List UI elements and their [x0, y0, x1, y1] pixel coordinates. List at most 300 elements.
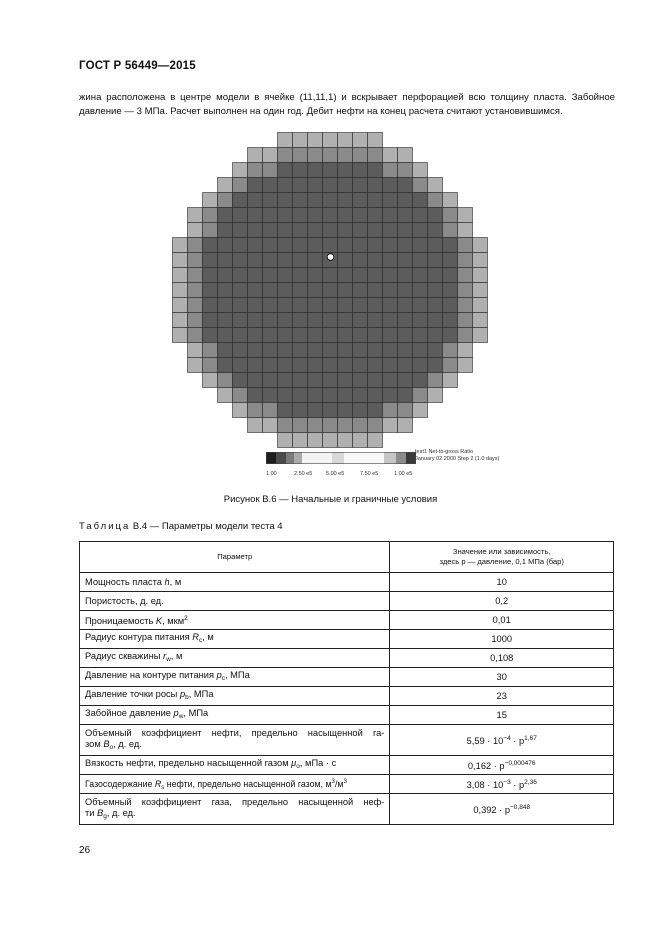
grid-cell	[278, 433, 293, 448]
grid-cell	[308, 163, 323, 178]
legend-tick-0: 1.00	[266, 471, 277, 477]
grid-cell	[308, 373, 323, 388]
grid-cell	[443, 238, 458, 253]
grid-cell	[203, 343, 218, 358]
grid-cell	[248, 418, 263, 433]
table-header-row	[80, 542, 614, 573]
grid-cell	[338, 298, 353, 313]
grid-cell	[338, 178, 353, 193]
grid-cell	[473, 328, 488, 343]
grid-cell	[308, 193, 323, 208]
param-value: 10	[390, 573, 614, 592]
parameters-table	[79, 541, 614, 825]
param-value: 30	[390, 668, 614, 687]
grid-cell	[293, 298, 308, 313]
table-row	[80, 611, 614, 630]
grid-cell	[248, 313, 263, 328]
grid-cell	[188, 298, 203, 313]
table-caption	[79, 521, 283, 532]
grid-cell	[413, 283, 428, 298]
grid-cell	[368, 178, 383, 193]
grid-cell	[263, 418, 278, 433]
grid-cell	[458, 223, 473, 238]
grid-cell	[248, 268, 263, 283]
grid-cell	[353, 313, 368, 328]
grid-cell	[383, 178, 398, 193]
grid-cell	[293, 193, 308, 208]
grid-cell	[263, 148, 278, 163]
grid-cell	[413, 373, 428, 388]
grid-cell	[248, 403, 263, 418]
grid-cell	[383, 358, 398, 373]
grid-cell	[173, 328, 188, 343]
grid-cell	[263, 253, 278, 268]
grid-cell	[368, 313, 383, 328]
grid-cell	[383, 403, 398, 418]
grid-cell	[323, 313, 338, 328]
grid-cell	[233, 283, 248, 298]
grid-cell	[338, 268, 353, 283]
grid-cell	[428, 358, 443, 373]
param-name: Давление на контуре питания $p_c$, МПа	[80, 668, 390, 687]
grid-cell	[383, 313, 398, 328]
grid-cell	[188, 253, 203, 268]
grid-cell	[233, 403, 248, 418]
grid-cell	[353, 328, 368, 343]
grid-cell	[308, 238, 323, 253]
grid-cell	[428, 208, 443, 223]
grid-cell	[263, 283, 278, 298]
header-value-line-1: Значение или зависимость,	[452, 547, 551, 556]
grid-cell	[383, 223, 398, 238]
param-name: Радиус контура питания $R_c$, м	[80, 630, 390, 649]
grid-cell	[248, 238, 263, 253]
grid-cell	[413, 268, 428, 283]
grid-cell	[218, 328, 233, 343]
grid-cell	[428, 313, 443, 328]
grid-cell	[263, 373, 278, 388]
paragraph-line-1: жина расположена в центре модели в ячейке (11,11,1) и вскрывает перфорацией всю толщину пласта. Забойное	[79, 92, 615, 103]
table-row	[80, 725, 614, 756]
param-value: 0,108	[390, 649, 614, 668]
table-caption-label: Таблица	[79, 521, 131, 532]
legend-segment	[396, 452, 406, 464]
grid-cell	[473, 268, 488, 283]
grid-cell	[278, 388, 293, 403]
grid-cell	[353, 283, 368, 298]
grid-cell	[203, 358, 218, 373]
grid-cell	[233, 193, 248, 208]
grid-cell	[278, 148, 293, 163]
grid-cell	[338, 238, 353, 253]
grid-cell	[323, 388, 338, 403]
grid-cell	[383, 418, 398, 433]
grid-cell	[368, 418, 383, 433]
grid-cell	[308, 223, 323, 238]
legend-segment	[302, 452, 332, 464]
grid-cell	[398, 223, 413, 238]
grid-cell	[188, 283, 203, 298]
grid-cell	[428, 193, 443, 208]
table-row	[80, 775, 614, 794]
grid-cell	[293, 208, 308, 223]
grid-cell	[218, 268, 233, 283]
grid-cell	[353, 178, 368, 193]
grid-cell	[338, 313, 353, 328]
grid-cell	[293, 283, 308, 298]
grid-cell	[368, 193, 383, 208]
grid-cell	[173, 253, 188, 268]
header-value	[390, 542, 614, 573]
grid-cell	[353, 418, 368, 433]
grid-cell	[428, 253, 443, 268]
grid-cell	[338, 253, 353, 268]
grid-cell	[398, 358, 413, 373]
grid-cell	[278, 253, 293, 268]
grid-cell	[323, 223, 338, 238]
grid-cell	[398, 328, 413, 343]
grid-cell	[398, 373, 413, 388]
grid-cell	[218, 373, 233, 388]
grid-cell	[278, 268, 293, 283]
legend-segment	[344, 452, 384, 464]
grid-cell	[263, 163, 278, 178]
param-value: $0,162 \cdot p^{-0,000476}$	[390, 756, 614, 775]
param-name: Проницаемость K, мкм$^2$	[80, 611, 390, 630]
grid-cell	[188, 208, 203, 223]
grid-cell	[293, 343, 308, 358]
grid-cell	[413, 298, 428, 313]
grid-cell	[233, 388, 248, 403]
grid-cell	[368, 328, 383, 343]
grid-cell	[383, 298, 398, 313]
grid-cell	[443, 313, 458, 328]
grid-cell	[323, 343, 338, 358]
grid-cell	[173, 283, 188, 298]
grid-cell	[473, 253, 488, 268]
table-caption-text: В.4 — Параметры модели теста 4	[130, 521, 283, 532]
grid-cell	[368, 388, 383, 403]
grid-cell	[203, 208, 218, 223]
grid-cell	[368, 268, 383, 283]
grid-cell	[218, 283, 233, 298]
grid-cell	[308, 328, 323, 343]
grid-cell	[263, 193, 278, 208]
grid-cell	[293, 373, 308, 388]
figure-caption: Рисунок В.6 — Начальные и граничные условия	[223, 494, 438, 505]
grid-cell	[338, 283, 353, 298]
grid-cell	[443, 223, 458, 238]
grid-cell	[353, 223, 368, 238]
grid-cell	[218, 223, 233, 238]
grid-cell	[218, 238, 233, 253]
grid-cell	[473, 298, 488, 313]
grid-cell	[308, 403, 323, 418]
header-param: Параметр	[80, 542, 390, 573]
grid-cell	[278, 163, 293, 178]
grid-cell	[248, 223, 263, 238]
grid-cell	[308, 283, 323, 298]
grid-cell	[263, 328, 278, 343]
grid-cell	[338, 148, 353, 163]
grid-cell	[383, 328, 398, 343]
grid-cell	[308, 148, 323, 163]
grid-cell	[398, 388, 413, 403]
param-value: 23	[390, 687, 614, 706]
grid-cell	[323, 403, 338, 418]
grid-cell	[323, 163, 338, 178]
grid-cell	[293, 418, 308, 433]
legend-title-1: test1 Net-to-gross Ratio	[415, 449, 474, 455]
grid-cell	[353, 208, 368, 223]
legend-segment	[384, 452, 396, 464]
grid-cell	[473, 313, 488, 328]
grid-cell	[188, 313, 203, 328]
legend-tick-4: 1.00 e5	[394, 471, 413, 477]
grid-cell	[323, 298, 338, 313]
grid-cell	[368, 208, 383, 223]
grid-cell	[443, 253, 458, 268]
grid-cell	[368, 283, 383, 298]
grid-cell	[338, 388, 353, 403]
grid-cell	[353, 343, 368, 358]
grid-cell	[368, 148, 383, 163]
grid-cell	[368, 403, 383, 418]
grid-cell	[323, 358, 338, 373]
param-name: Радиус скважины $r_w$, м	[80, 649, 390, 668]
grid-cell	[218, 193, 233, 208]
grid-cell	[353, 373, 368, 388]
grid-cell	[233, 343, 248, 358]
grid-cell	[218, 388, 233, 403]
grid-cell	[233, 313, 248, 328]
grid-cell	[398, 313, 413, 328]
grid-cell	[368, 133, 383, 148]
param-name: Вязкость нефти, предельно насыщенной газом $\mu_o$, мПа · с	[80, 756, 390, 775]
grid-cell	[338, 358, 353, 373]
grid-cell	[353, 163, 368, 178]
grid-cell	[353, 433, 368, 448]
grid-cell	[203, 328, 218, 343]
grid-cell	[218, 343, 233, 358]
grid-cell	[233, 373, 248, 388]
grid-cell	[458, 298, 473, 313]
grid-cell	[278, 373, 293, 388]
grid-cell	[338, 373, 353, 388]
grid-cell	[383, 373, 398, 388]
grid-cell	[368, 298, 383, 313]
grid-cell	[278, 238, 293, 253]
grid-cell	[458, 343, 473, 358]
grid-cell	[353, 148, 368, 163]
grid-cell	[338, 163, 353, 178]
grid-cell	[413, 328, 428, 343]
grid-cell	[293, 388, 308, 403]
table-row	[80, 630, 614, 649]
grid-cell	[413, 388, 428, 403]
grid-cell	[458, 358, 473, 373]
grid-cell	[233, 298, 248, 313]
grid-cell	[383, 283, 398, 298]
grid-cell	[293, 223, 308, 238]
grid-cell	[293, 328, 308, 343]
grid-cell	[398, 163, 413, 178]
grid-cell	[308, 178, 323, 193]
grid-cell	[458, 283, 473, 298]
grid-cell	[188, 358, 203, 373]
table-row	[80, 756, 614, 775]
grid-cell	[458, 268, 473, 283]
grid-cell	[368, 163, 383, 178]
grid-cell	[323, 133, 338, 148]
grid-cell	[233, 328, 248, 343]
grid-cell	[203, 238, 218, 253]
grid-cell	[413, 358, 428, 373]
grid-cell	[188, 238, 203, 253]
grid-cell	[443, 193, 458, 208]
legend-segment	[266, 452, 276, 464]
param-value: 1000	[390, 630, 614, 649]
grid-cell	[413, 178, 428, 193]
grid-cell	[308, 253, 323, 268]
grid-cell	[188, 328, 203, 343]
grid-cell	[218, 358, 233, 373]
grid-cell	[398, 208, 413, 223]
grid-cell	[278, 208, 293, 223]
grid-cell	[203, 283, 218, 298]
grid-cell	[398, 193, 413, 208]
grid-cell	[473, 238, 488, 253]
grid-cell	[248, 193, 263, 208]
grid-cell	[428, 223, 443, 238]
grid-cell	[278, 298, 293, 313]
grid-cell	[338, 418, 353, 433]
grid-cell	[383, 238, 398, 253]
grid-cell	[278, 328, 293, 343]
grid-cell	[413, 253, 428, 268]
param-name: Объемный коэффициент газа, предельно насыщенной неф- ти $B_g$, д. ед.	[80, 794, 390, 825]
grid-cell	[323, 208, 338, 223]
param-value: 0,2	[390, 592, 614, 611]
grid-cell	[248, 298, 263, 313]
grid-cell	[203, 268, 218, 283]
grid-cell	[323, 193, 338, 208]
grid-cell	[398, 418, 413, 433]
grid-cell	[353, 403, 368, 418]
grid-cell	[263, 223, 278, 238]
grid-cell	[443, 283, 458, 298]
grid-cell	[338, 328, 353, 343]
grid-cell	[428, 388, 443, 403]
grid-cell	[278, 358, 293, 373]
grid-cell	[428, 298, 443, 313]
grid-cell	[203, 373, 218, 388]
grid-cell	[353, 253, 368, 268]
grid-cell	[218, 208, 233, 223]
grid-cell	[368, 433, 383, 448]
grid-cell	[428, 343, 443, 358]
grid-cell	[383, 343, 398, 358]
table-row	[80, 668, 614, 687]
grid-cell	[233, 238, 248, 253]
grid-cell	[308, 343, 323, 358]
grid-cell	[188, 343, 203, 358]
grid-cell	[308, 418, 323, 433]
grid-cell	[278, 403, 293, 418]
grid-cell	[263, 343, 278, 358]
grid-cell	[233, 208, 248, 223]
color-legend-bar	[266, 450, 416, 466]
grid-cell	[248, 328, 263, 343]
grid-cell	[233, 268, 248, 283]
grid-cell	[398, 283, 413, 298]
param-name: Газосодержание $R_s$ нефти, предельно насыщенной газом, $м^3/м^3$	[80, 775, 390, 794]
grid-cell	[458, 238, 473, 253]
legend-title-2: January 02 2000 Step 2 (1.0 days)	[415, 456, 500, 462]
grid-cell	[323, 268, 338, 283]
grid-cell	[458, 313, 473, 328]
grid-cell	[383, 268, 398, 283]
grid-cell	[413, 343, 428, 358]
grid-cell	[368, 358, 383, 373]
grid-cell	[323, 238, 338, 253]
grid-cell	[233, 253, 248, 268]
grid-cell	[278, 343, 293, 358]
grid-cell	[338, 433, 353, 448]
grid-cell	[458, 328, 473, 343]
grid-cell	[203, 193, 218, 208]
grid-cell	[233, 358, 248, 373]
grid-cell	[383, 148, 398, 163]
grid-cell	[263, 268, 278, 283]
grid-cell	[398, 238, 413, 253]
grid-cell	[338, 193, 353, 208]
grid-cell	[248, 253, 263, 268]
grid-cell	[323, 283, 338, 298]
well-marker	[327, 254, 334, 261]
grid-cell	[293, 403, 308, 418]
param-name: Объемный коэффициент нефти, предельно насыщенной га- зом $B_o$, д. ед.	[80, 725, 390, 756]
grid-cell	[368, 223, 383, 238]
legend-segment	[294, 452, 302, 464]
legend-tick-2: 5.00 e5	[326, 471, 345, 477]
grid-cell	[263, 298, 278, 313]
grid-cell	[218, 178, 233, 193]
grid-cell	[338, 343, 353, 358]
grid-cell	[443, 373, 458, 388]
grid-cell	[308, 433, 323, 448]
param-value: $0,392 \cdot p^{-0,848}$	[390, 794, 614, 825]
grid-cell	[233, 178, 248, 193]
grid-cell	[323, 328, 338, 343]
grid-cell	[248, 178, 263, 193]
grid-cell	[443, 298, 458, 313]
grid-cell	[293, 148, 308, 163]
grid-cell	[413, 238, 428, 253]
legend-tick-1: 2.50 e5	[294, 471, 313, 477]
grid-cell	[203, 298, 218, 313]
grid-cell	[248, 358, 263, 373]
table-row	[80, 592, 614, 611]
grid-cell	[248, 208, 263, 223]
grid-cell	[413, 163, 428, 178]
grid-cell	[278, 313, 293, 328]
table-row	[80, 649, 614, 668]
grid-cell	[383, 253, 398, 268]
grid-cell	[308, 313, 323, 328]
grid-cell	[233, 163, 248, 178]
grid-cell	[308, 208, 323, 223]
